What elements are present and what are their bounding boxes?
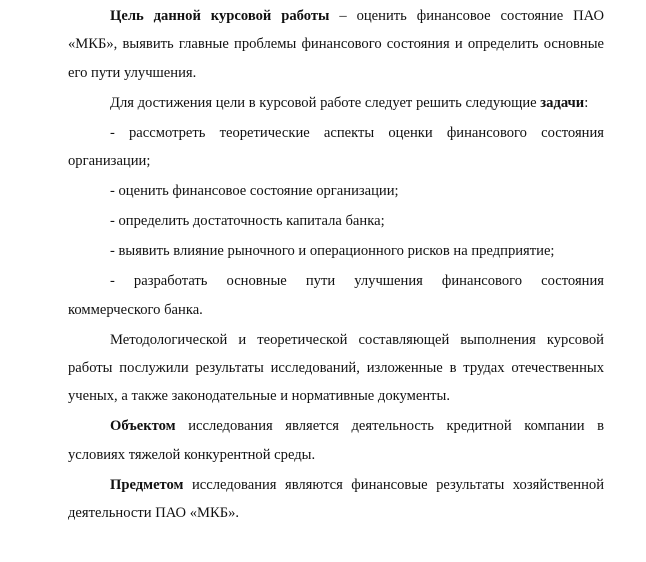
- goal-text: – оценить финансовое состояние ПАО «МКБ», выявить главные проблемы финансового состояния и определить основные его пути улучшения.: [68, 8, 604, 81]
- goal-label: Цель данной курсовой работы: [110, 8, 330, 24]
- task-item-3: - определить достаточность капитала банка;: [110, 213, 385, 230]
- tasks-intro-tail: :: [584, 94, 589, 111]
- task-item-1: - рассмотреть теоретические аспекты оценки финансового состояния организации;: [68, 124, 604, 170]
- object-text: исследования является деятельность кредитной компании в условиях тяжелой конкурентной среды.: [68, 418, 604, 463]
- methodology-paragraph: Методологической и теоретической составляющей выполнения курсовой работы послужили результаты исследований, изложенные в трудах отечественных ученых, а также законодательные и нормативные документы.: [68, 331, 604, 405]
- goal-paragraph: [68, 2, 604, 87]
- tasks-intro-text: Для достижения цели в курсовой работе следует решить следующие: [110, 94, 541, 111]
- subject-paragraph: [68, 471, 604, 528]
- object-label: Объектом: [110, 418, 176, 435]
- subject-label: Предметом: [110, 476, 184, 493]
- document-page: [68, 0, 604, 529]
- object-paragraph: [68, 412, 604, 469]
- tasks-label: задачи: [540, 94, 585, 111]
- subject-text: исследования являются финансовые результаты хозяйственной деятельности ПАО «МКБ».: [68, 476, 604, 522]
- tasks-intro-paragraph: [68, 89, 604, 117]
- task-item-4: - выявить влияние рыночного и операционного рисков на предприятие;: [110, 243, 555, 260]
- task-item-5: - разработать основные пути улучшения финансового состояния коммерческого банка.: [68, 273, 604, 318]
- task-item-2: - оценить финансовое состояние организации;: [110, 183, 399, 200]
